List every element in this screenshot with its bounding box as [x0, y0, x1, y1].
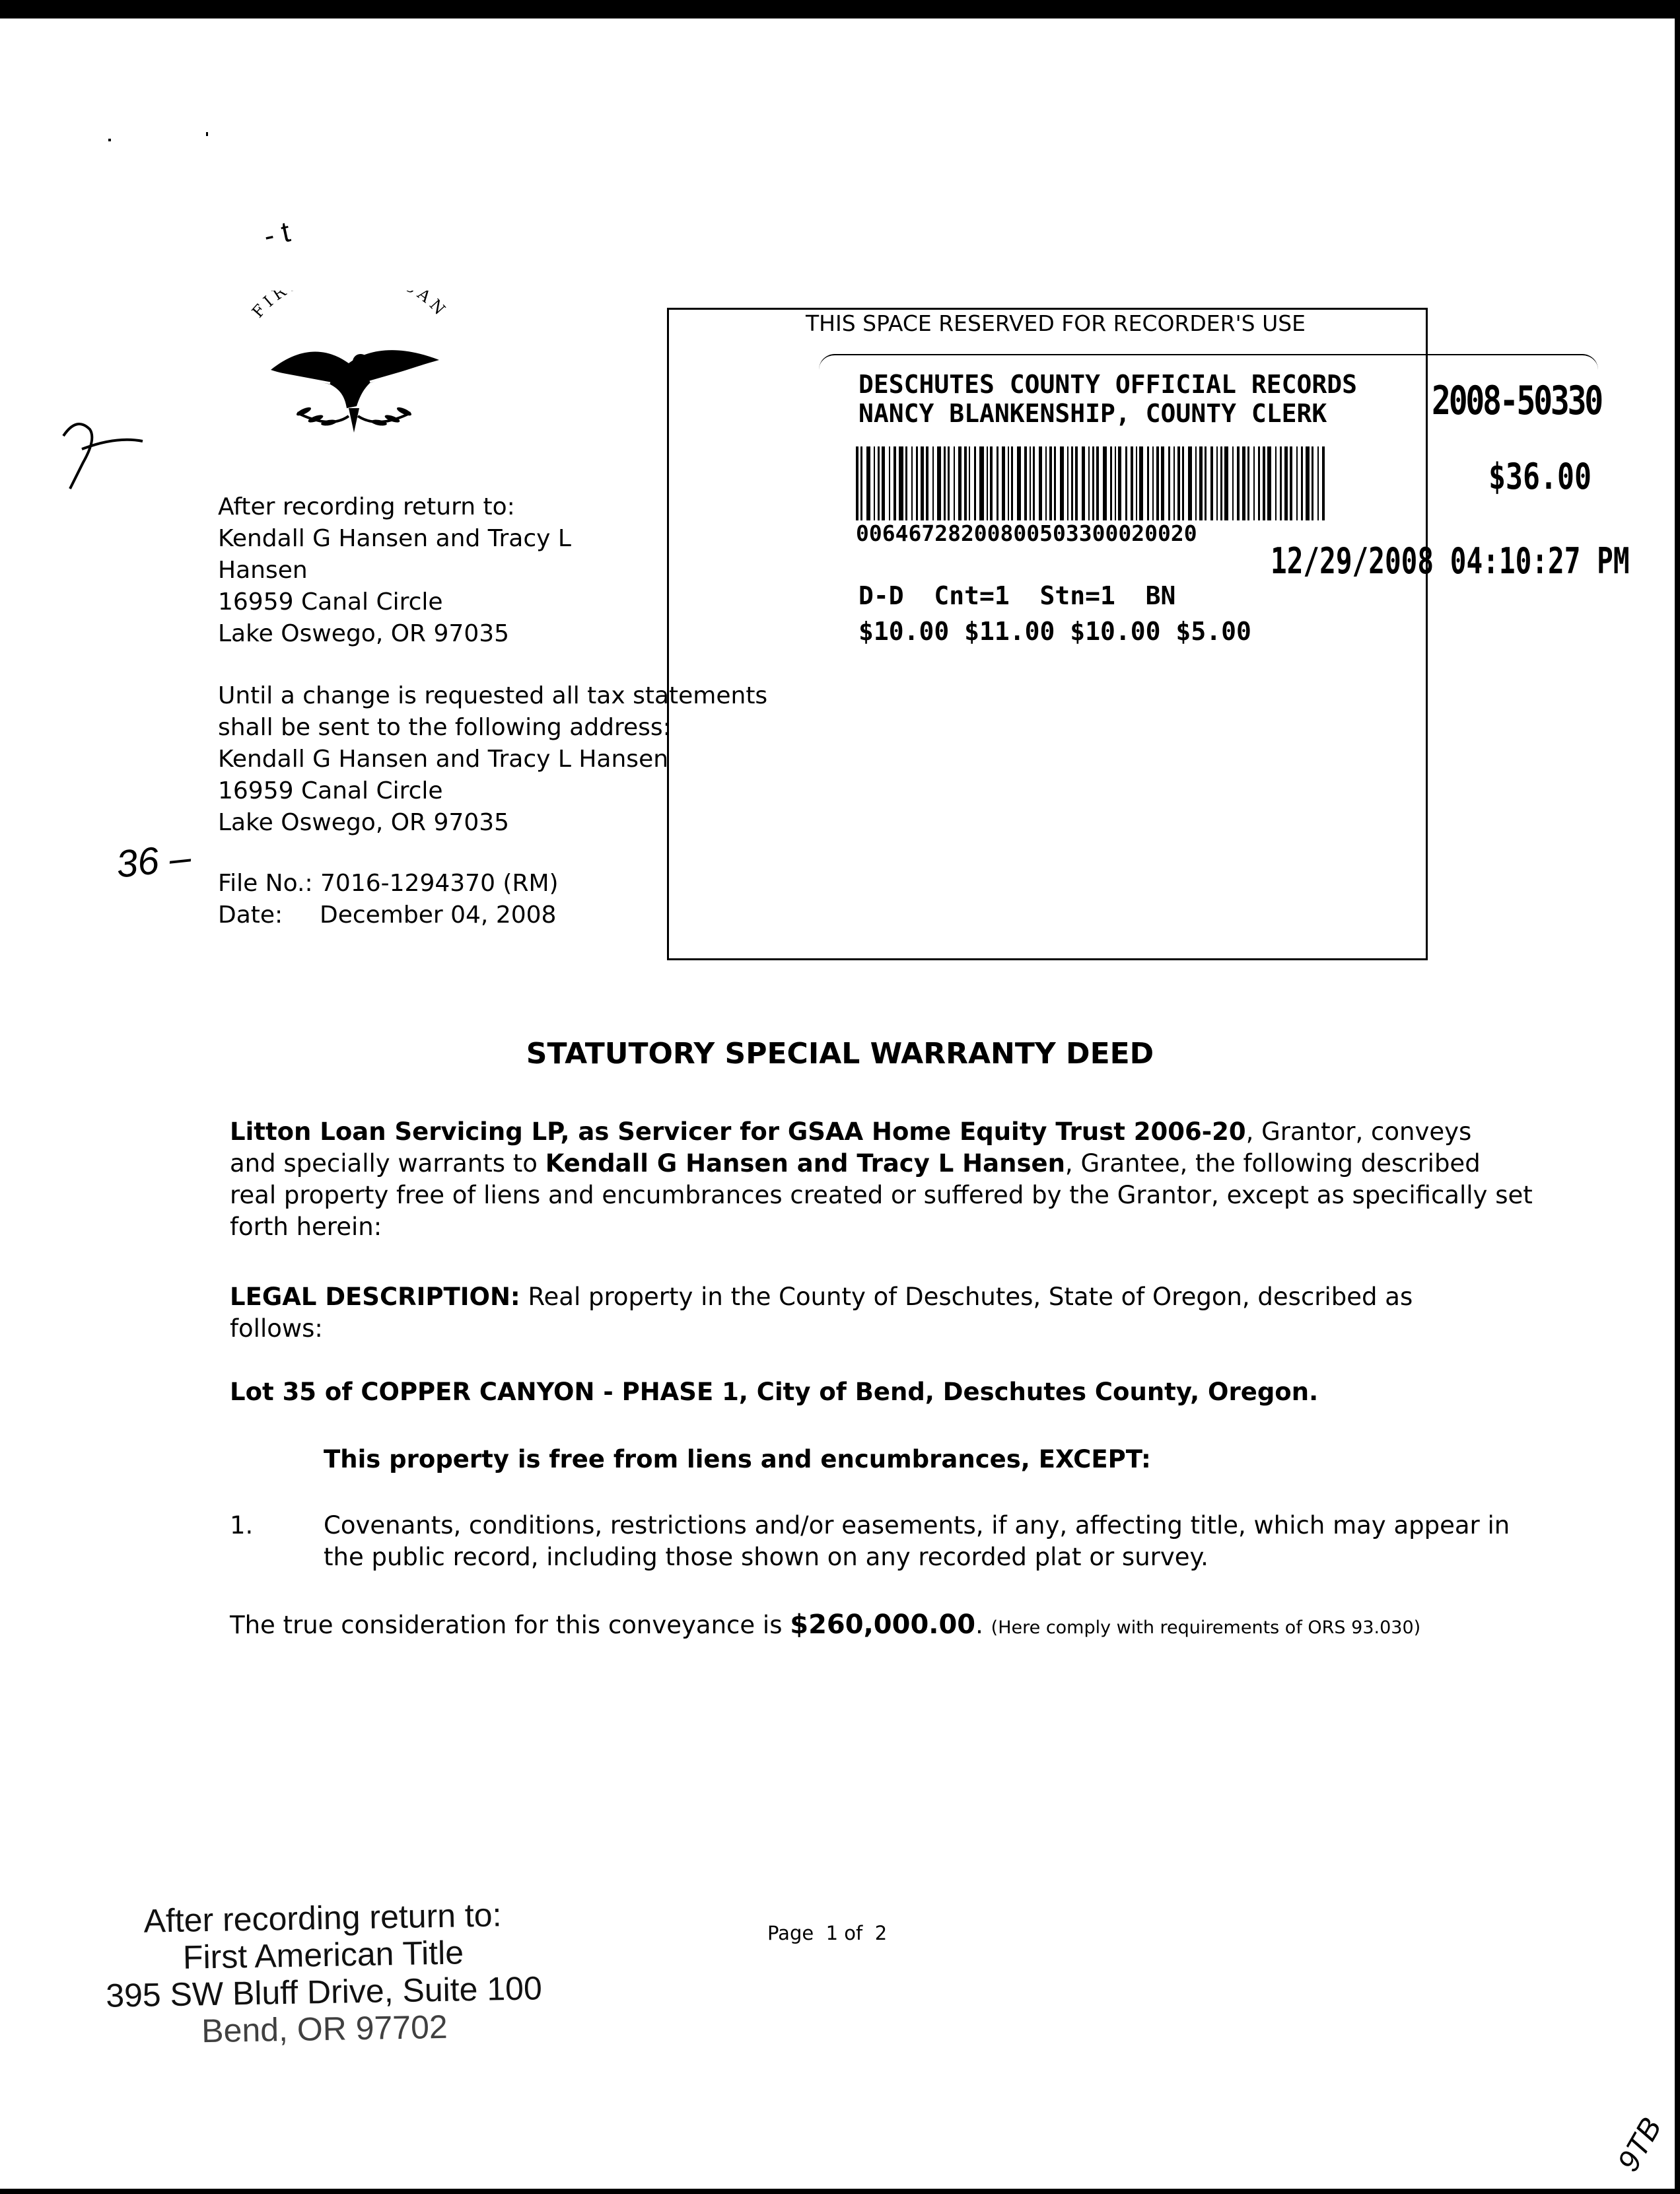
stamp-line3: 395 SW Bluff Drive, Suite 100	[105, 1969, 543, 2014]
barcode-bar	[1017, 446, 1021, 520]
legal-description-text-a: Real property in the County of Deschutes, State of Oregon, described as	[520, 1283, 1413, 1311]
recorder-office-line1: DESCHUTES COUNTY OFFICIAL RECORDS	[858, 370, 1357, 399]
consideration-text: The true consideration for this conveyance is	[230, 1611, 790, 1639]
stamp-line1: After recording return to:	[143, 1896, 502, 1940]
barcode-bar	[1216, 446, 1218, 520]
barcode-bar	[1247, 446, 1249, 520]
barcode-bar	[1024, 446, 1027, 520]
exception-item-text-a: Covenants, conditions, restrictions and/or easements, if any, affecting title, which may appear in	[324, 1511, 1510, 1539]
barcode-bar	[1011, 446, 1013, 520]
barcode-bar	[889, 446, 890, 520]
barcode-bar	[969, 446, 970, 520]
barcode-bar	[990, 446, 993, 520]
barcode-bar	[878, 446, 880, 520]
scan-right-edge	[1675, 0, 1680, 2194]
scan-speck	[108, 139, 111, 141]
legal-description-text-b: follows:	[230, 1314, 323, 1343]
page-number: Page 1 of 2	[767, 1922, 888, 1944]
conveyance-text-c: , Grantee, the following described	[1065, 1149, 1481, 1178]
barcode-bar	[1147, 446, 1149, 520]
exception-item-number: 1.	[230, 1511, 254, 1539]
barcode-bar	[921, 446, 924, 520]
barcode-bar	[1253, 446, 1255, 520]
barcode-bar	[1284, 446, 1288, 520]
eagle-icon	[231, 291, 469, 449]
scan-speck	[206, 132, 208, 136]
barcode-bar	[1290, 446, 1292, 520]
recording-timestamp: 12/29/2008 04:10:27 PM	[1271, 540, 1630, 582]
tax-note-line2: shall be sent to the following address:	[218, 714, 671, 741]
barcode-bar	[1242, 446, 1245, 520]
company-logo	[231, 291, 469, 449]
return-to-street: 16959 Canal Circle	[218, 588, 443, 616]
barcode-bar	[882, 446, 885, 520]
barcode-bar	[1030, 446, 1031, 520]
consideration-note: (Here comply with requirements of ORS 93.030)	[991, 1617, 1421, 1638]
stamp-line2: First American Title	[182, 1934, 464, 1976]
barcode-bar	[1008, 446, 1009, 520]
barcode-bar	[1152, 446, 1154, 520]
exceptions-heading: This property is free from liens and encumbrances, EXCEPT:	[324, 1445, 1151, 1473]
barcode-bar	[1301, 446, 1303, 520]
legal-description-label: LEGAL DESCRIPTION:	[230, 1283, 520, 1311]
barcode-bar	[1258, 446, 1260, 520]
barcode-bar	[979, 446, 984, 520]
barcode-bar	[964, 446, 967, 520]
barcode-bar	[1096, 446, 1099, 520]
conveyance-paragraph	[230, 1116, 1533, 1243]
barcode-bar	[860, 446, 862, 520]
barcode-bar	[1296, 446, 1298, 520]
date-value: December 04, 2008	[320, 902, 557, 929]
barcode-bar	[1161, 446, 1164, 520]
barcode-bar	[1280, 446, 1282, 520]
conveyance-text-d: real property free of liens and encumbrances created or suffered by the Grantor, except as specifically set	[230, 1181, 1533, 1209]
barcode-bar	[1210, 446, 1213, 520]
barcode-bar	[1125, 446, 1127, 520]
barcode-bar	[1182, 446, 1184, 520]
conveyance-text-b: and specially warrants to	[230, 1149, 545, 1178]
barcode-bar	[1067, 446, 1068, 520]
barcode-bar	[944, 446, 946, 520]
recording-barcode	[856, 446, 1327, 520]
exception-item	[324, 1510, 1510, 1573]
legal-description	[230, 1281, 1458, 1345]
file-no-value: 7016-1294370 (RM)	[320, 870, 559, 897]
top-scribble: - t	[261, 215, 293, 253]
barcode-bar	[974, 446, 976, 520]
stamp-line4: Bend, OR 97702	[201, 2008, 448, 2050]
recorder-heading: THIS SPACE RESERVED FOR RECORDER'S USE	[806, 310, 1306, 336]
return-to-block	[218, 491, 571, 650]
barcode-bar	[926, 446, 928, 520]
barcode-bar	[1110, 446, 1112, 520]
barcode-bar	[1071, 446, 1073, 520]
initial-mark-icon	[57, 409, 149, 495]
handwritten-fee-note: 36 –	[114, 835, 193, 886]
barcode-bar	[1103, 446, 1107, 520]
barcode-bar	[1312, 446, 1313, 520]
barcode-bar	[1156, 446, 1159, 520]
barcode-bar	[1173, 446, 1175, 520]
barcode-bar	[937, 446, 941, 520]
barcode-number: 00646728200800503300020020	[856, 520, 1197, 546]
return-to-city: Lake Oswego, OR 97035	[218, 620, 510, 647]
tax-city: Lake Oswego, OR 97035	[218, 809, 510, 836]
document-number: 2008-50330	[1432, 378, 1601, 424]
grantor-name: Litton Loan Servicing LP, as Servicer for GSAA Home Equity Trust 2006-20	[230, 1117, 1246, 1146]
recording-fee-breakdown: $10.00 $11.00 $10.00 $5.00	[858, 617, 1251, 646]
barcode-bar	[997, 446, 998, 520]
conveyance-text-a: , Grantor, conveys	[1245, 1117, 1472, 1146]
barcode-bar	[948, 446, 950, 520]
barcode-bar	[1002, 446, 1005, 520]
return-address-stamp	[91, 1895, 556, 2051]
barcode-bar	[1082, 446, 1085, 520]
barcode-bar	[1275, 446, 1277, 520]
barcode-bar	[893, 446, 896, 520]
return-to-name-line2: Hansen	[218, 557, 308, 584]
barcode-bar	[899, 446, 903, 520]
handwritten-initial	[57, 409, 149, 495]
exception-item-text-b: the public record, including those shown on any recorded plat or survey.	[324, 1543, 1208, 1571]
barcode-bar	[1168, 446, 1170, 520]
barcode-bar	[1039, 446, 1042, 520]
file-no-label: File No.:	[218, 870, 313, 897]
recording-codes: D-D Cnt=1 Stn=1 BN	[858, 581, 1176, 610]
logo-arc-text: FIR AN	[248, 291, 452, 322]
barcode-bar	[1199, 446, 1203, 520]
barcode-bar	[1195, 446, 1197, 520]
barcode-bar	[866, 446, 870, 520]
scan-top-edge	[0, 0, 1680, 18]
tax-name: Kendall G Hansen and Tracy L Hansen	[218, 746, 669, 773]
barcode-bar	[1322, 446, 1325, 520]
barcode-bar	[1075, 446, 1078, 520]
corner-scribble: 9TB	[1610, 2111, 1668, 2177]
barcode-bar	[1049, 446, 1052, 520]
date-label: Date:	[218, 902, 283, 929]
barcode-bar	[1177, 446, 1180, 520]
conveyance-text-e: forth herein:	[230, 1213, 382, 1241]
barcode-bar	[911, 446, 913, 520]
barcode-bar	[916, 446, 918, 520]
barcode-bar	[856, 446, 858, 520]
barcode-bar	[1054, 446, 1056, 520]
consideration-statement: The true consideration for this conveyance is $260,000.00. (Here comply with requirements of ORS 93.030)	[230, 1610, 1421, 1640]
barcode-bar	[1045, 446, 1047, 520]
file-info	[218, 868, 559, 931]
barcode-bar	[1205, 446, 1207, 520]
barcode-bar	[954, 446, 955, 520]
barcode-bar	[958, 446, 962, 520]
barcode-bar	[1317, 446, 1319, 520]
barcode-bar	[1131, 446, 1133, 520]
barcode-bar	[987, 446, 988, 520]
barcode-bar	[1237, 446, 1240, 520]
barcode-bar	[1232, 446, 1234, 520]
return-to-heading: After recording return to:	[218, 493, 515, 520]
barcode-bar	[1306, 446, 1310, 520]
barcode-bar	[1263, 446, 1265, 520]
barcode-bar	[1220, 446, 1222, 520]
tax-street: 16959 Canal Circle	[218, 777, 443, 804]
svg-text:FIRST AMERICAN	[248, 291, 452, 321]
grantee-name: Kendall G Hansen and Tracy L Hansen	[545, 1149, 1065, 1178]
deed-title: STATUTORY SPECIAL WARRANTY DEED	[526, 1037, 1154, 1071]
barcode-bar	[1188, 446, 1192, 520]
recording-fee-total: $36.00	[1488, 456, 1592, 497]
recorder-office-line2: NANCY BLANKENSHIP, COUNTY CLERK	[858, 399, 1327, 428]
barcode-bar	[1118, 446, 1121, 520]
tax-note-line1: Until a change is requested all tax statements	[218, 682, 768, 709]
barcode-bar	[1092, 446, 1094, 520]
barcode-bar	[1136, 446, 1137, 520]
barcode-bar	[1115, 446, 1116, 520]
scan-bottom-edge	[0, 2189, 1680, 2194]
barcode-bar	[874, 446, 875, 520]
barcode-bar	[932, 446, 934, 520]
return-to-name-line1: Kendall G Hansen and Tracy L	[218, 525, 571, 552]
barcode-bar	[1088, 446, 1090, 520]
barcode-bar	[905, 446, 907, 520]
consideration-amount: $260,000.00	[790, 1610, 976, 1640]
barcode-bar	[1060, 446, 1064, 520]
barcode-bar	[1139, 446, 1143, 520]
lot-description: Lot 35 of COPPER CANYON - PHASE 1, City of Bend, Deschutes County, Oregon.	[230, 1378, 1319, 1406]
barcode-bar	[1033, 446, 1035, 520]
barcode-bar	[1267, 446, 1271, 520]
barcode-bar	[1224, 446, 1228, 520]
